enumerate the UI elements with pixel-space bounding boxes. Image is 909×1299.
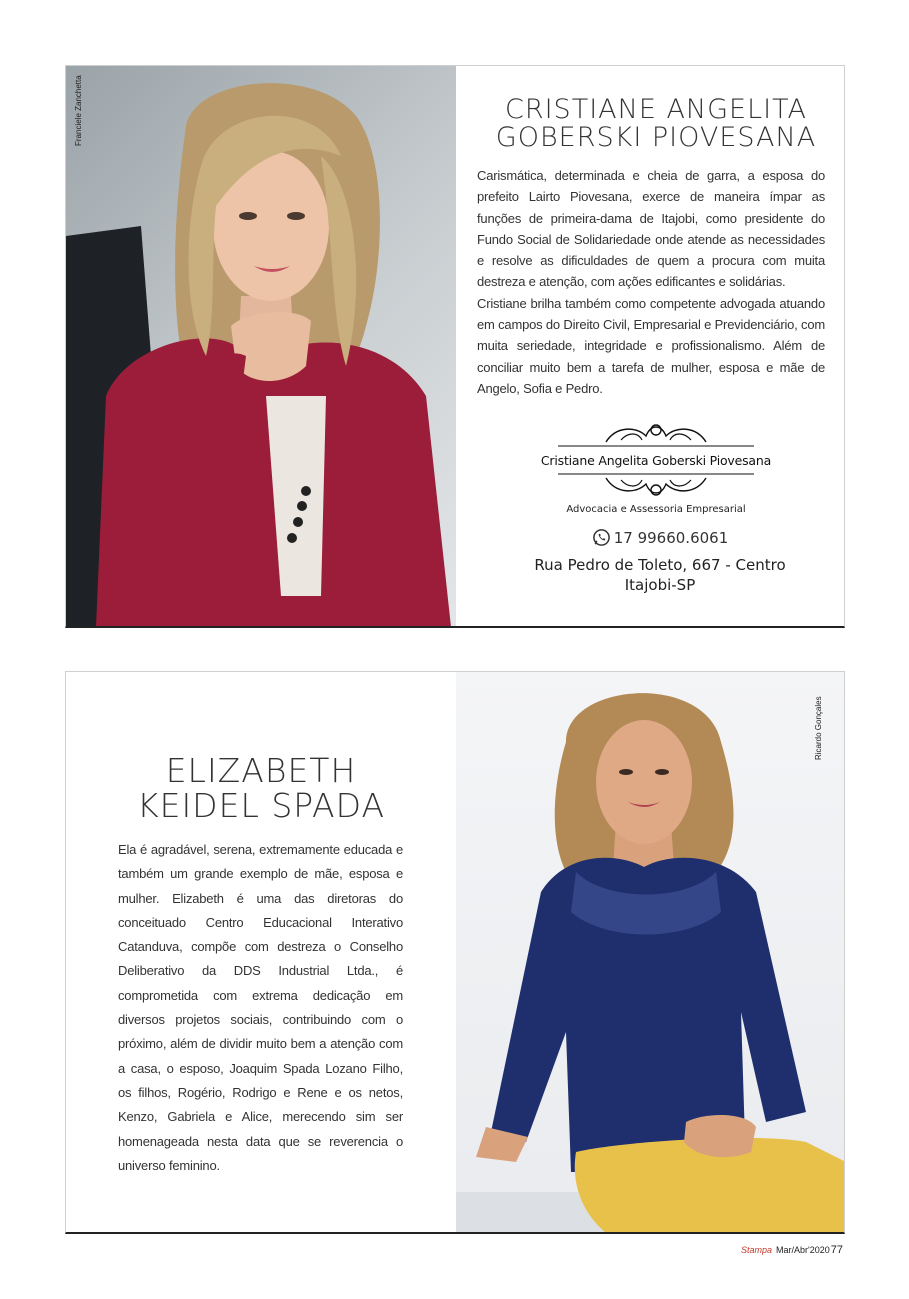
page-number: 77	[830, 1244, 843, 1256]
profile-card-cristiane	[65, 65, 845, 628]
profile-card-elizabeth	[65, 671, 845, 1234]
address-line-2: Itajobi-SP	[624, 576, 696, 594]
title-line-2: GOBERSKI PIOVESANA	[495, 122, 817, 154]
portrait-illustration	[456, 672, 845, 1233]
title-line-1: CRISTIANE ANGELITA	[504, 94, 807, 125]
title-line-2: KEIDEL SPADA	[136, 785, 386, 825]
whatsapp-icon	[592, 528, 611, 547]
magazine-brand: Stampa	[740, 1245, 772, 1255]
bio-paragraph: Cristiane brilha também como competente advogada atuando em campos do Direito Civil, Empresarial e Previdenciário, com muita seriedade, integridade e profissionalismo. Além de conciliar muito bem a tarefa de mulher, esposa e mãe de Angelo, Sofia e Pedro.	[477, 295, 825, 396]
portrait-photo-elizabeth	[456, 672, 845, 1233]
profile-title	[86, 751, 436, 825]
profile-bio	[477, 165, 825, 399]
address-line-1: Rua Pedro de Toleto, 667 - Centro	[534, 556, 786, 574]
bio-paragraph: Carismática, determinada e cheia de garra, a esposa do prefeito Lairto Piovesana, exerce de maneira ímpar as funções de primeira-dama de Itajobi, como presidente do Fundo Social de Solidariedade onde atende as necessidades e resolve as dificuldades de quem a procura com muita destreza e atenção, com ações edificantes e solidárias.	[477, 168, 825, 290]
photo-credit: Ricardo Gonçales	[814, 696, 823, 760]
title-line-1: ELIZABETH	[165, 751, 357, 790]
ornament-icon	[516, 418, 796, 518]
law-office-logo	[516, 418, 796, 518]
portrait-photo-cristiane	[66, 66, 456, 627]
portrait-illustration	[66, 66, 456, 627]
photo-credit: Franciele Zanchetta	[74, 75, 83, 146]
page-footer	[741, 1244, 843, 1256]
issue-date: Mar/Abr'2020	[776, 1245, 830, 1255]
bio-paragraph: Ela é agradável, serena, extremamente educada e também um grande exemplo de mãe, esposa e mulher. Elizabeth é uma das diretoras do conceituado Centro Educacional Interativo Catanduva, compõe com destreza o Conselho Deliberativo da DDS Industrial Ltda., é comprometida com extrema dedicação em diversos projetos sociais, contribuindo com o próximo, além de dividir muito bem a atenção com a casa, o esposo, Joaquim Spada Lozano Filho, os filhos, Rogério, Rodrigo e Rene e os netos, Kenzo, Gabriela e Alice, merecendo sim ser homenageada nesta data que se reverencia o universo feminino.	[118, 842, 403, 1173]
profile-bio	[118, 838, 403, 1178]
logo-name: Cristiane Angelita Goberski Piovesana	[540, 453, 772, 468]
profile-title	[476, 96, 836, 153]
phone-text: 17 99660.6061	[613, 529, 729, 547]
phone-number	[476, 528, 844, 547]
logo-subtitle: Advocacia e Assessoria Empresarial	[566, 504, 746, 515]
